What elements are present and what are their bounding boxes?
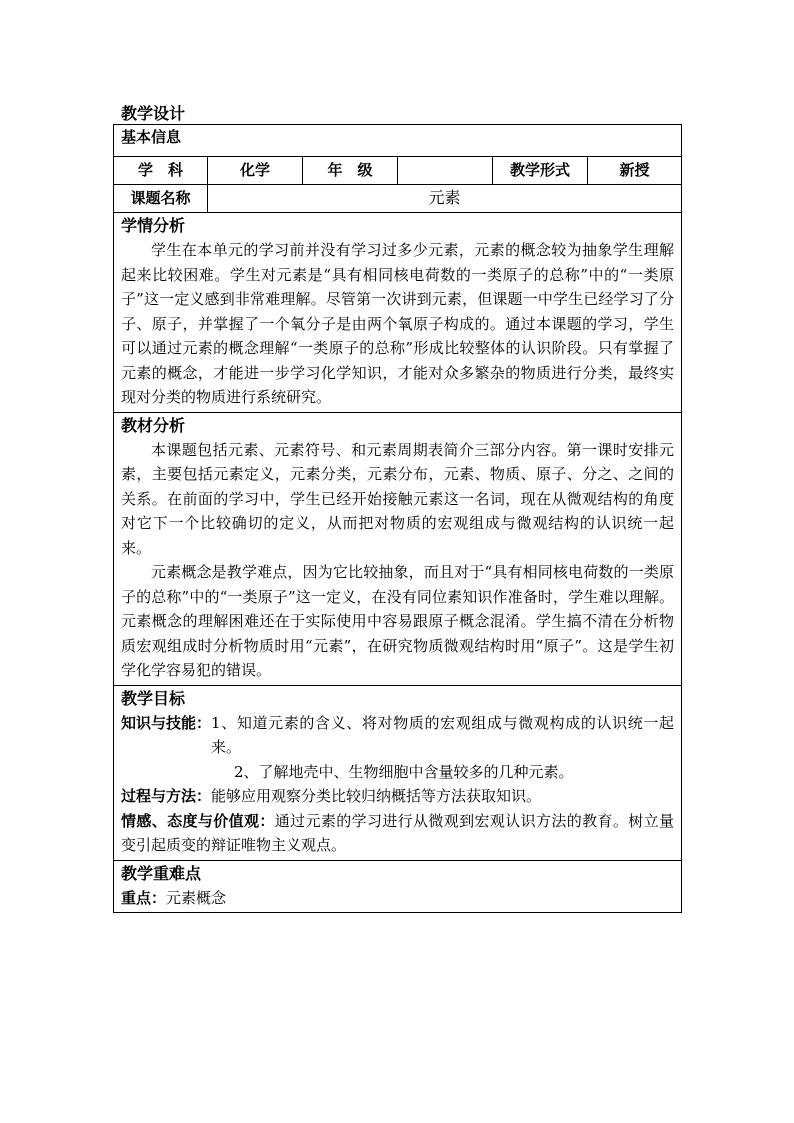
process-text: 能够应用观察分类比较归纳概括等方法获取知识。	[211, 787, 542, 805]
objectives-section	[114, 685, 682, 860]
grade-label: 年 级	[303, 157, 398, 185]
lesson-plan-table	[113, 124, 682, 913]
knowledge-item-1: 1、知道元素的含义、将对物质的宏观组成与微观构成的认识统一起来。	[211, 713, 675, 756]
material-analysis-para1: 本课题包括元素、元素符号、和元素周期表简介三部分内容。第一课时安排元素，主要包括元素定义，元素分类，元素分布，元素、物质、原子、分之、之间的关系。在前面的学习中，学生已经开始接触元素这一名词，现在从微观结构的角度对它下一个比较确切的定义，从而把对物质的宏观组成与微观结构的认识统一起来。	[121, 440, 675, 557]
topic-value: 元素	[208, 185, 682, 213]
material-analysis-para2: 元素概念是教学难点，因为它比较抽象，而且对于“具有相同核电荷数的一类原子的总称”中的“一类原子”这一定义，在没有同位素知识作准备时，学生难以理解。元素概念的理解困难还在于实际使用中容易跟原子概念混淆。学生搞不清在分析物质宏观组成时分析物质时用“元素”，在研究物质微观结构时用“原子”。这是学生初学化学容易犯的错误。	[121, 563, 675, 679]
material-analysis-heading: 教材分析	[121, 415, 186, 435]
emotion-goal	[121, 809, 674, 858]
basic-info-heading: 基本信息	[114, 125, 682, 157]
key-label: 重点：	[121, 888, 167, 907]
subject-value: 化学	[208, 157, 303, 185]
emotion-text: 通过元素的学习进行从微观到宏观认识方法的教育。树立量变引起质变的辩证唯物主义观点。	[121, 811, 674, 854]
objectives-heading: 教学目标	[121, 688, 186, 708]
knowledge-goal	[121, 711, 674, 760]
format-value: 新授	[588, 157, 682, 185]
learner-analysis-heading: 学情分析	[121, 216, 186, 235]
material-analysis-section	[114, 412, 682, 685]
key-text: 元素概念	[166, 888, 227, 907]
learner-analysis-text: 学生在本单元的学习前并没有学习过多少元素，元素的概念较为抽象学生理解起来比较困难。学生对元素是“具有相同核电荷数的一类原子的总称”中的“一类原子”这一定义感到非常难理解。尽管第一次讲到元素，但课题一中学生已经学习了分子、原子，并掌握了一个氧分子是由两个氧原子构成的。通过本课题的学习，学生可以通过元素的概念理解“一类原子的总称”形成比较整体的认识阶段。只有掌握了元素的概念，才能进一步学习化学知识，才能对众多繁杂的物质进行分类，最终实现对分类的物质进行系统研究。	[121, 241, 675, 406]
format-label: 教学形式	[493, 157, 588, 185]
topic-label: 课题名称	[114, 185, 208, 213]
key-points-heading: 教学重难点	[121, 863, 202, 883]
document-title: 教学设计	[121, 104, 186, 123]
emotion-label: 情感、态度与价值观：	[121, 811, 275, 830]
key-point	[121, 886, 674, 911]
key-points-section	[114, 860, 682, 913]
learner-analysis-section	[114, 213, 682, 413]
knowledge-item-2: 2、了解地壳中、生物细胞中含量较多的几种元素。	[234, 762, 574, 781]
process-label: 过程与方法：	[121, 787, 212, 805]
knowledge-label: 知识与技能：	[121, 713, 212, 732]
grade-value	[398, 157, 493, 185]
process-goal	[121, 784, 674, 809]
subject-label: 学 科	[114, 157, 208, 185]
